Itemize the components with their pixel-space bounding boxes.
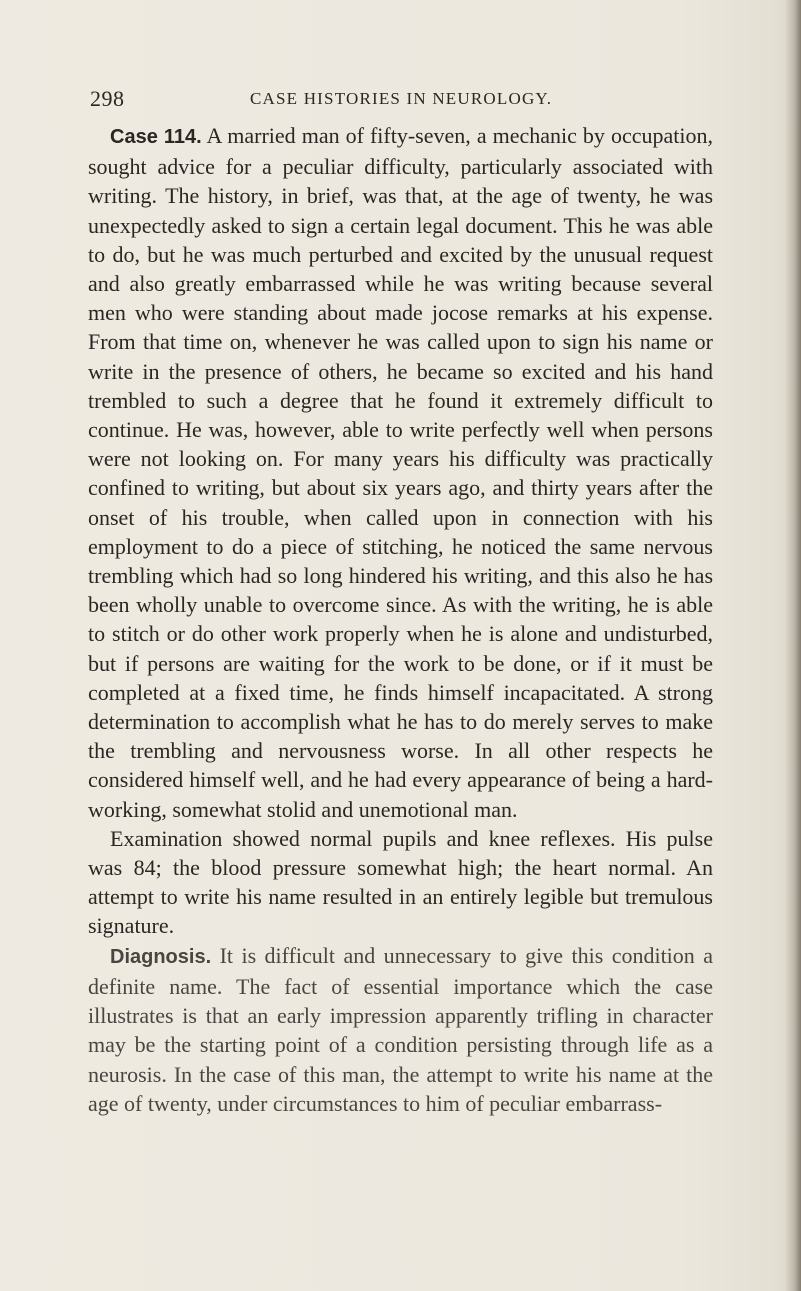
paragraph-case-history <box>88 121 713 824</box>
paragraph-diagnosis <box>88 941 713 1118</box>
diagnosis-label: Diagnosis. <box>110 945 212 968</box>
page-edge-shadow <box>785 0 801 1291</box>
case-label: Case 114. <box>110 126 202 148</box>
running-head: CASE HISTORIES IN NEUROLOGY. <box>250 89 553 108</box>
paragraph-text: It is difficult and unnecessary to give this condition a definite name. The fact of essential importance which the case illustrates is that an early impression apparently trifling in character may be the starting point of a condition persisting through life as a neurosis. In the case of this man, the attempt to write his name at the age of twenty, under circumstances to him of peculiar embarrass- <box>88 942 713 1116</box>
body-text <box>88 121 713 1118</box>
paragraph-text: Examination showed normal pupils and knee reflexes. His pulse was 84; the blood pressure somewhat high; the heart normal. An attempt to write his name resulted in an entirely legible but tremulous signature. <box>88 825 713 939</box>
paragraph-text: A married man of fifty-seven, a mechanic by occupation, sought advice for a peculiar difficulty, particularly associated with writing. The history, in brief, was that, at the age of twenty, he was unexpectedly asked to sign a certain legal document. This he was able to do, but he was much perturbed and excited by the unusual request and also greatly embarrassed while he was writing because several men who were standing about made jocose remarks at his expense. From that time on, whenever he was called upon to sign his name or write in the presence of others, he became so excited and his hand trembled to such a degree that he found it extremely difficult to continue. He was, however, able to write perfectly well when persons were not looking on. For many years his difficulty was practically confined to writing, but about six years ago, and thirty years after the onset of his trouble, when called upon in connection with his employment to do a piece of stitching, he noticed the same nervous trembling which had so long hindered his writing, and this also he has been wholly unable to overcome since. As with the writing, he is able to stitch or do other work properly when he is alone and undisturbed, but if persons are waiting for the work to be done, or if it must be completed at a fixed time, he finds himself incapacitated. A strong determination to accomplish what he has to do merely serves to make the trembling and nervousness worse. In all other respects he considered himself well, and he had every appearance of being a hard-working, somewhat stolid and unemotional man. <box>88 123 713 822</box>
paragraph-examination <box>88 824 713 941</box>
page-header <box>90 86 700 116</box>
page-number: 298 <box>90 86 125 111</box>
